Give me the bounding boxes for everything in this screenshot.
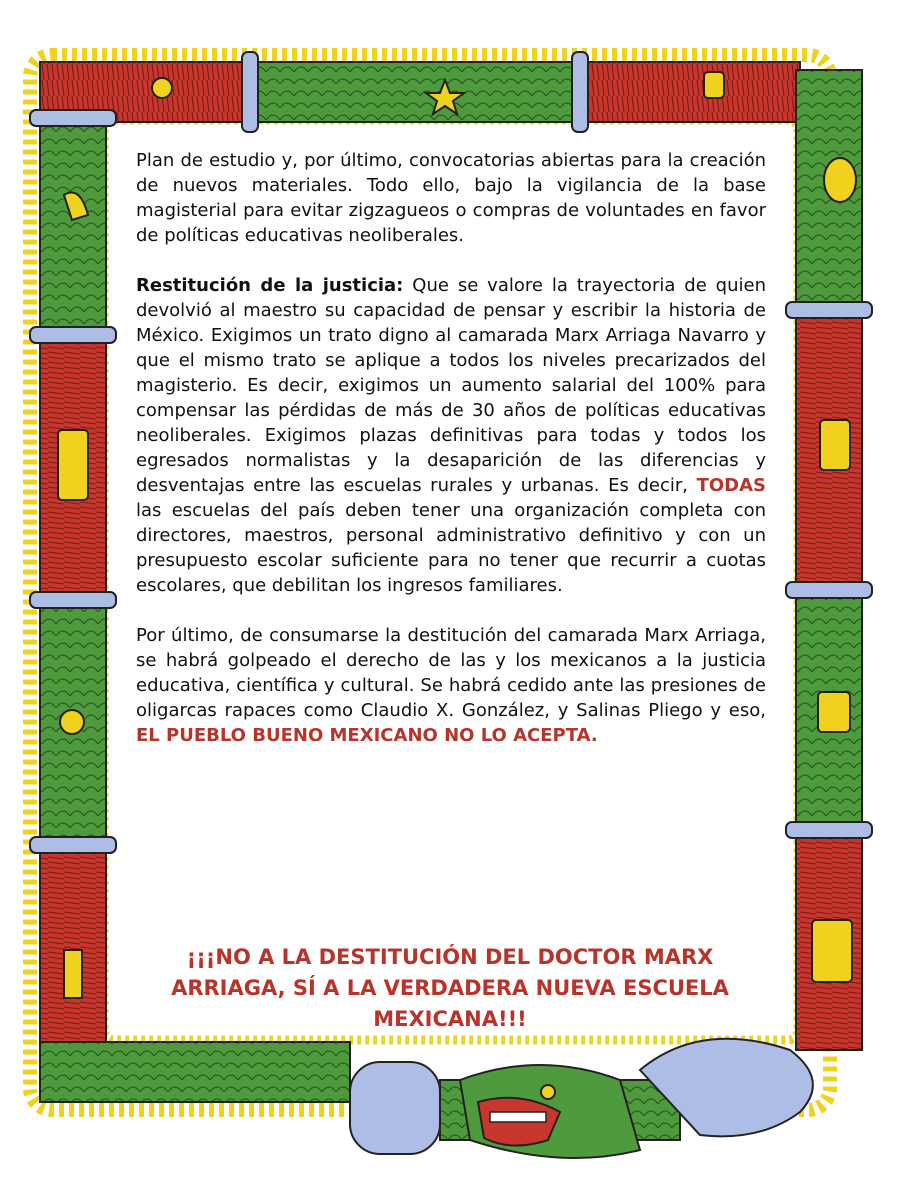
todas-emphasis: TODAS bbox=[696, 475, 766, 496]
left-feather-segment-2 bbox=[40, 845, 106, 1045]
book-emblem-icon bbox=[812, 920, 852, 982]
paragraph-restitucion bbox=[136, 273, 766, 598]
serpent-tail-rattle bbox=[350, 1062, 440, 1154]
shell-emblem-icon bbox=[824, 158, 856, 202]
ring-emblem-icon bbox=[60, 710, 84, 734]
fish-emblem-icon bbox=[152, 78, 172, 98]
jar-emblem-icon bbox=[704, 72, 724, 98]
top-feather-segment-right bbox=[580, 62, 800, 122]
paragraph-plan: Plan de estudio y, por último, convocatorias abiertas para la creación de nuevos materiales. Todo ello, bajo la vigilancia de la base magisterial para evitar zigzagueos o compras de voluntades en favor de políticas educativas neoliberales. bbox=[136, 150, 766, 246]
hook-glyph-emblem-icon bbox=[820, 420, 850, 470]
paragraph-por-ultimo bbox=[136, 623, 766, 748]
document-body bbox=[136, 148, 766, 773]
bottom-scale-segment bbox=[40, 1042, 350, 1102]
closing-slogan: ¡¡¡NO A LA DESTITUCIÓN DEL DOCTOR MARX ARRIAGA, SÍ A LA VERDADERA NUEVA ESCUELA MEXICANA!!! bbox=[171, 945, 729, 1031]
bar-emblem-icon bbox=[64, 950, 82, 998]
temple-emblem-icon bbox=[818, 692, 850, 732]
glyph-emblem-icon bbox=[58, 430, 88, 500]
top-scale-segment bbox=[250, 62, 580, 122]
left-scale-segment-1 bbox=[40, 120, 106, 335]
restitucion-text-after: las escuelas del país deben tener una organización completa con directores, maestros, personal administrativo definitivo y con un presupuesto escolar suficiente para no tener que recurrir a cuotas escolares, que debilitan los ingresos familiares. bbox=[136, 500, 766, 596]
pueblo-emphasis: EL PUEBLO BUENO MEXICANO NO LO ACEPTA. bbox=[136, 725, 598, 746]
restitucion-heading: Restitución de la justicia: bbox=[136, 275, 404, 296]
restitucion-text-before: Que se valore la trayectoria de quien devolvió al maestro su capacidad de pensar y escribir la historia de México. Exigimos un trato digno al camarada Marx Arriaga Navarro y que el mismo trato se aplique a todos los niveles precarizados del magisterio. Es decir, exigimos un aumento salarial del 100% para compensar las pérdidas de más de 30 años de políticas educativas neoliberales. Exigimos plazas definitivas para todas y todos los egresados normalistas y la desaparición de las diferencias y desventajas entre las escuelas rurales y urbanas. Es decir, bbox=[136, 275, 766, 496]
por-ultimo-text: Por último, de consumarse la destitución del camarada Marx Arriaga, se habrá golpeado el derecho de las y los mexicanos a la justicia educativa, científica y cultural. Se habrá cedido ante las presiones de oligarcas rapaces como Claudio X. González, y Salinas Pliego y eso, bbox=[136, 625, 766, 721]
